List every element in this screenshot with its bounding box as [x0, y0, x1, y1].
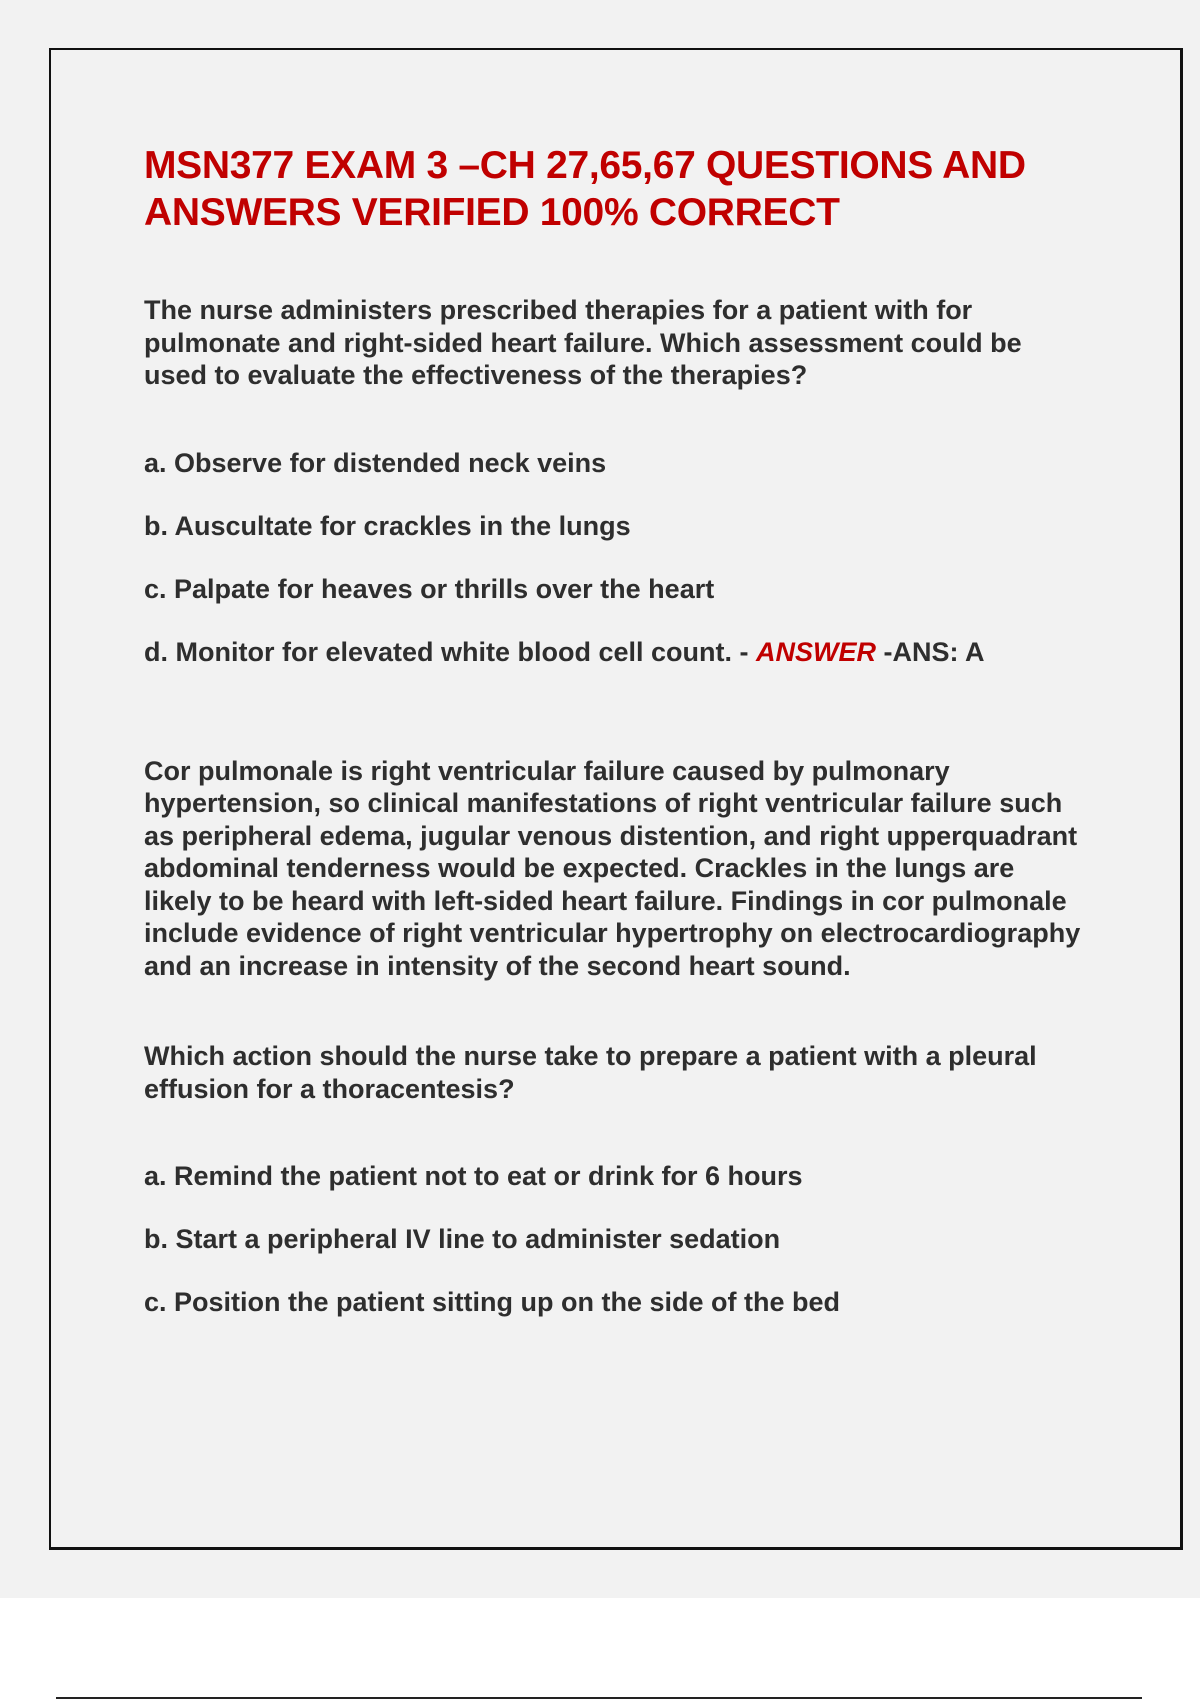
question-1-rationale: Cor pulmonale is right ventricular failure caused by pulmonary hypertension, so clinical manifestations of right ventricular failure such as peripheral edema, jugular venous distention, and right upperquadrant abdominal tenderness would be expected. Crackles in the lungs are likely to be heard with left-sided heart failure. Findings in cor pulmonale include evidence of right ventricular hypertrophy on electrocardiography and an increase in intensity of the second heart sound.	[144, 755, 1081, 981]
question-1-option-a: a. Observe for distended neck veins	[144, 447, 607, 478]
footer-divider	[56, 1697, 1142, 1699]
question-1-option-b: b. Auscultate for crackles in the lungs	[144, 510, 631, 541]
question-1-option-d	[144, 636, 1084, 668]
document-title: MSN377 EXAM 3 –CH 27,65,67 QUESTIONS AND ANSWERS VERIFIED 100% CORRECT	[144, 144, 1026, 234]
question-1-text: The nurse administers prescribed therapies for a patient with for pulmonate and right-sided heart failure. Which assessment could be used to evaluate the effectiveness of the therapies?	[144, 295, 1022, 390]
question-2-text: Which action should the nurse take to prepare a patient with a pleural effusion for a thoracentesis?	[144, 1041, 1037, 1104]
document-content	[144, 142, 1084, 1318]
question-2-option-b: b. Start a peripheral IV line to administer sedation	[144, 1224, 781, 1254]
question-1-options	[144, 447, 1084, 668]
answer-label: ANSWER	[756, 636, 877, 667]
question-2-options	[144, 1160, 1084, 1318]
question-1-option-d-text: d. Monitor for elevated white blood cell count. -	[144, 636, 757, 667]
question-2-option-a: a. Remind the patient not to eat or drink for 6 hours	[144, 1161, 803, 1191]
question-2-option-c: c. Position the patient sitting up on the side of the bed	[144, 1287, 841, 1317]
question-1-option-c: c. Palpate for heaves or thrills over the heart	[144, 573, 715, 604]
answer-value: -ANS: A	[876, 636, 985, 667]
